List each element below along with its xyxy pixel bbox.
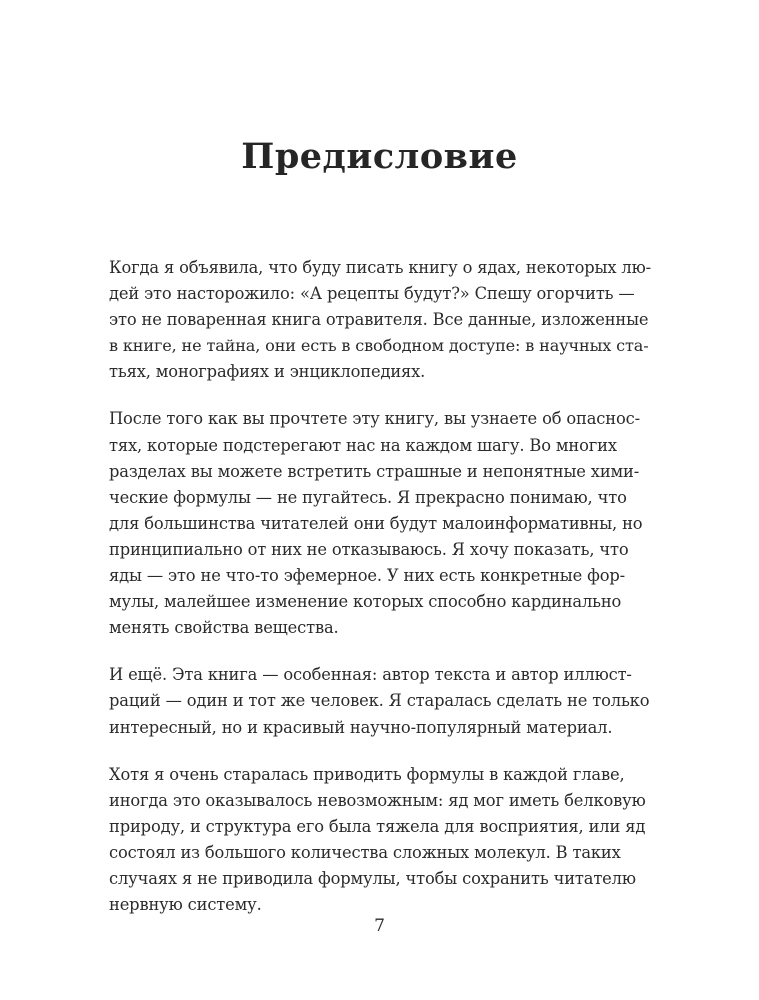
text-line: раций — один и тот же человек. Я старалась сделать не только [109, 691, 650, 711]
text-line: нервную систему. [109, 895, 262, 915]
text-line: для большинства читателей они будут малоинформативны, но [109, 513, 643, 533]
text-line: тях, которые подстерегают нас на каждом шагу. Во многих [109, 435, 617, 455]
text-line: Когда я объявила, что буду писать книгу о ядах, некоторых лю- [109, 258, 651, 277]
text-line: яды — это не что-то эфемерное. У них есть конкретные фор- [109, 566, 625, 586]
text-line: дей это насторожило: «А рецепты будут?» Спешу огорчить — [109, 284, 635, 304]
text-line: в книге, не тайна, они есть в свободном доступе: в научных ста- [109, 336, 649, 356]
text-line: природу, и структура его была тяжела для восприятия, или яд [109, 816, 646, 836]
text-line: И ещё. Эта книга — особенная: автор текста и автор иллюст- [109, 665, 632, 685]
text-line: мулы, малейшее изменение которых способно кардинально [109, 592, 622, 612]
text-line: тьях, монографиях и энциклопедиях. [109, 362, 426, 382]
text-line: Хотя я очень старалась приводить формулы в каждой главе, [109, 764, 625, 784]
paragraph-4 [109, 762, 654, 919]
paragraph-2 [109, 406, 654, 641]
text-line: ческие формулы — не пугайтесь. Я прекрасно понимаю, что [109, 487, 627, 507]
body-text [109, 255, 654, 939]
paragraph-3 [109, 662, 654, 740]
text-line: это не поваренная книга отравителя. Все данные, изложенные [109, 310, 649, 330]
text-line: принципиально от них не отказываюсь. Я хочу показать, что [109, 539, 629, 559]
text-line: иногда это оказывалось невозможным: яд мог иметь белковую [109, 790, 646, 810]
text-line: случаях я не приводила формулы, чтобы сохранить читателю [109, 868, 636, 888]
page-number: 7 [374, 916, 385, 936]
paragraph-1 [109, 255, 654, 385]
text-line: После того как вы прочтете эту книгу, вы узнаете об опаснос- [109, 409, 640, 429]
text-line: интересный, но и красивый научно-популярный материал. [109, 717, 613, 737]
text-line: менять свойства вещества. [109, 618, 339, 638]
text-line: разделах вы можете встретить страшные и непонятные хими- [109, 461, 640, 481]
chapter-title: Предисловие [241, 136, 518, 177]
text-line: состоял из большого количества сложных молекул. В таких [109, 842, 621, 862]
